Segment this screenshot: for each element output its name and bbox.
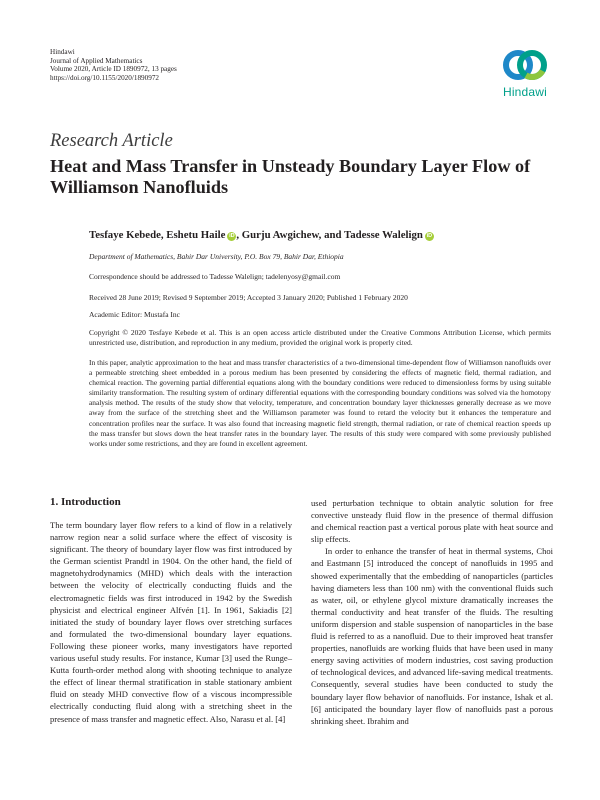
author-list	[89, 229, 551, 241]
publisher-name: Hindawi	[50, 48, 75, 56]
intro-paragraph-continued: used perturbation technique to obtain analytic solution for free convective unsteady fluid flow in the presence of thermal diffusion and chemical reaction past a vertical porous plate with heat source and slip effects.	[311, 498, 553, 545]
author-name: Tadesse Walelign	[343, 229, 423, 241]
academic-editor: Academic Editor: Mustafa Inc	[89, 310, 181, 319]
orcid-icon[interactable]: iD	[229, 233, 235, 239]
hindawi-wordmark: Hindawi	[502, 85, 548, 99]
hindawi-rings-icon	[502, 46, 548, 84]
journal-metadata	[50, 48, 177, 83]
abstract: In this paper, analytic approximation to the heat and mass transfer characteristics of a two-dimensional time-dependent flow of Williamson nanofluids over a permeable stretching sheet embedded in a porous medium has been presented by considering the effects of magnetic field, thermal radiation, and chemical reaction. The governing partial differential equations along with the boundary conditions were reduced to dimensionless forms by using suitable similarity transformation. The resulting system of ordinary differential equations with the corresponding boundary conditions was solved via the homotopy analysis method. The results of the study show that velocity, temperature, and concentration boundary layer thicknesses generally decrease as we move away from the surface of the stretching sheet and the Williamson parameter was found to retard the velocity but it enhances the temperature and concentration profiles near the surface. It was also found that increasing magnetic field strength, thermal radiation, or rate of chemical reaction speeds up the mass transfer but slows down the heat transfer rates in the boundary layer. The results of this study were compared with some previously published works under some restrictions, and they are found in excellent agreement.	[89, 358, 551, 448]
left-column	[50, 496, 292, 725]
copyright-notice: Copyright © 2020 Tesfaye Kebede et al. This is an open access article distributed under the Creative Commons Attribution License, which permits unrestricted use, distribution, and reproduction in any medium, provided the original work is properly cited.	[89, 328, 551, 347]
doi-link[interactable]: https://doi.org/10.1155/2020/1890972	[50, 74, 160, 83]
right-column	[311, 497, 553, 727]
affiliation: Department of Mathematics, Bahir Dar University, P.O. Box 79, Bahir Dar, Ethiopia	[89, 252, 344, 261]
intro-paragraph-2: In order to enhance the transfer of heat in thermal systems, Choi and Eastmann [5] introduced the concept of nanofluids in 1995 and showed experimentally that the embedding of nanoparticles (particles having diameters less than 100 nm) with the conventional fluids such as water, oil, or ethylene glycol mixture dramatically increases the thermal conductivity and heat transfer of the fluids. The resulting uniform dispersion and stable suspension of nanoparticles in the base fluid is referred to as a nanofluid. Due to their improved heat transfer properties, nanofluids are working fluids that have been used in many energy saving activities of modern industries, cost saving production of technological devices, and advanced life-saving medical treatments. Consequently, several studies have been conducted to study the boundary layer flow behavior of nanofluids. For instance, Ishak et al. [6] anticipated the boundary layer flow of nanofluids past a porous shrinking sheet. Ibrahim and	[311, 546, 553, 726]
correspondence: Correspondence should be addressed to Tadesse Walelign; tadelenyosy@gmail.com	[89, 272, 341, 281]
author-name: Eshetu Haile	[166, 229, 226, 241]
author-separator: , and	[318, 229, 344, 241]
author-name: Tesfaye Kebede	[89, 229, 161, 241]
author-separator: ,	[236, 229, 242, 241]
volume-info: Volume 2020, Article ID 1890972, 13 pages	[50, 65, 177, 74]
journal-name: Journal of Applied Mathematics	[50, 56, 143, 65]
publication-history: Received 28 June 2019; Revised 9 September 2019; Accepted 3 January 2020; Published 1 February 2020	[89, 293, 408, 302]
hindawi-logo	[494, 46, 556, 99]
article-title: Heat and Mass Transfer in Unsteady Boundary Layer Flow of Williamson Nanofluids	[50, 156, 531, 197]
article-type: Research Article	[50, 131, 173, 151]
orcid-icon[interactable]: iD	[426, 233, 433, 239]
author-separator: ,	[160, 229, 167, 241]
intro-paragraph: The term boundary layer flow refers to a kind of flow in a relatively narrow region near a solid surface where the effect of viscosity is significant. The theory of boundary layer flow was first introduced by the German scientist Prandtl in 1904. On the other hand, the field of magnetohydrodynamics (MHD) which deals with the interaction between the velocity of electrically conducting fluids and the electromagnetic fields was first introduced in 1942 by the Swedish physicist and electrical engineer Alfvén [1]. In 1961, Sakiadis [2] initiated the study of boundary layer flows over stretching surfaces and formulated the two-dimensional boundary layer equations. Following these pioneer works, many investigators have reported various useful study results. For instance, Kumar [3] used the Runge–Kutta fourth-order method along with shooting technique to analyze the effect of linear thermal stratification in stable stationary ambient fluid on steady MHD convective flow of a viscous incompressible electrically conducting fluid along with a stretching sheet in the presence of mass transfer and magnetic effect. Also, Narasu et al. [4]	[50, 520, 292, 724]
author-name: Gurju Awgichew	[241, 229, 319, 241]
section-heading: 1. Introduction	[50, 496, 121, 508]
